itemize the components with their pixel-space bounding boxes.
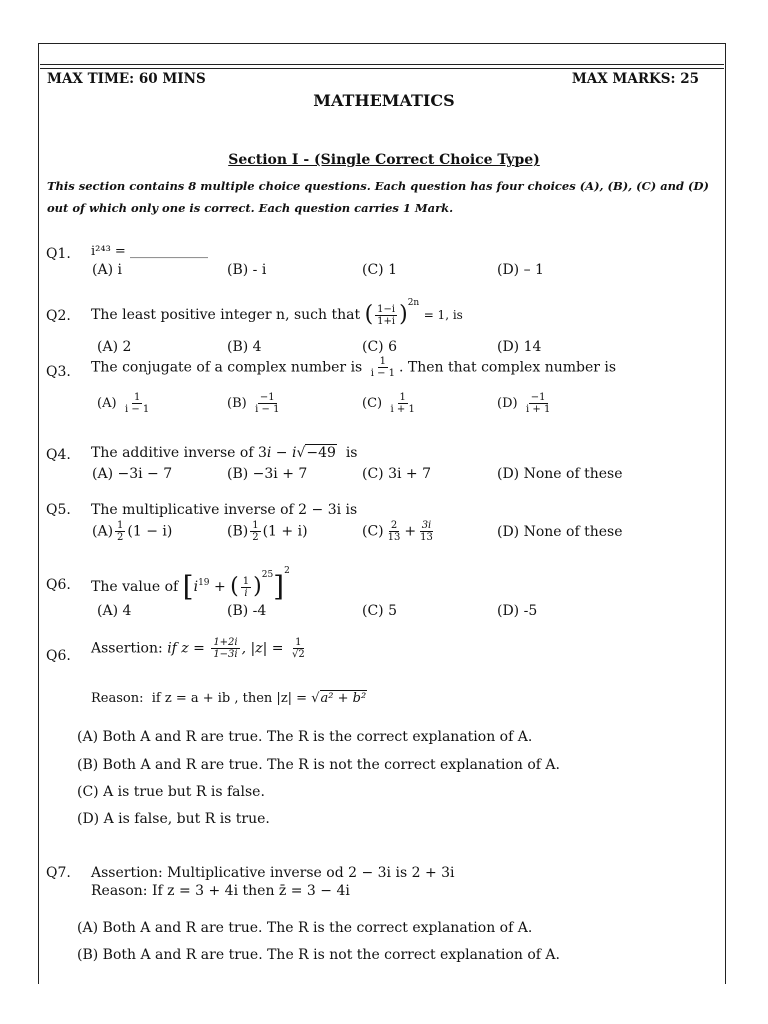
header-rule bbox=[40, 64, 724, 65]
option-a bbox=[97, 392, 153, 415]
question-stem: i²⁴³ = ____________ bbox=[91, 244, 208, 259]
choice-a: (A) Both A and R are true. The R is the correct explanation of A. bbox=[77, 920, 533, 936]
numerator: 1 bbox=[117, 520, 124, 531]
choice-c: (C) A is true but R is false. bbox=[77, 784, 265, 800]
option-label: (D) bbox=[497, 524, 520, 540]
header-rule bbox=[40, 68, 724, 69]
exponent: 25 bbox=[261, 570, 274, 580]
max-time: MAX TIME: 60 MINS bbox=[47, 71, 206, 87]
numerator: −1 bbox=[259, 392, 275, 403]
section-instructions: This section contains 8 multiple choice questions. Each question has four choices (A), (B), (C) and (D) out of which only one is correct. Each question carries 1 Mark. bbox=[47, 179, 709, 215]
denominator: 13 bbox=[387, 532, 401, 543]
numerator: 2 bbox=[390, 520, 398, 531]
option-b: (B) -4 bbox=[227, 603, 267, 619]
fraction bbox=[241, 576, 251, 599]
option-c: (C) 1 bbox=[362, 262, 397, 278]
exponent: 2n bbox=[407, 298, 420, 308]
term: i bbox=[193, 579, 199, 595]
denominator: i bbox=[244, 587, 248, 599]
numerator: −1 bbox=[530, 392, 546, 403]
option-b bbox=[227, 520, 308, 543]
numerator: 1 bbox=[399, 392, 406, 403]
option-expression: (1 − i) bbox=[127, 523, 173, 540]
denominator: 1−3i bbox=[213, 649, 238, 660]
reason: Reason: If z = 3 + 4i then z̄ = 3 − 4i bbox=[91, 883, 350, 899]
option-label: (D) bbox=[497, 396, 518, 411]
assertion-math: , |z| = bbox=[241, 640, 284, 657]
option-text: None of these bbox=[523, 524, 623, 540]
fraction bbox=[211, 637, 239, 660]
question-stem: The additive inverse of 3i − i√−49 is bbox=[91, 445, 358, 461]
fraction bbox=[524, 392, 552, 415]
option-label: (A) bbox=[92, 523, 114, 540]
option-d: (D) – 1 bbox=[497, 262, 544, 278]
fraction bbox=[253, 392, 281, 415]
fraction bbox=[290, 637, 307, 660]
page-title: MATHEMATICS bbox=[313, 91, 455, 110]
option-d: (D) None of these bbox=[497, 466, 623, 482]
bracket: ( bbox=[364, 302, 374, 327]
choice-b: (B) Both A and R are true. The R is not the correct explanation of A. bbox=[77, 947, 560, 963]
stem-suffix: = 1, is bbox=[423, 308, 463, 322]
option-expression: (1 + i) bbox=[262, 523, 308, 540]
numerator: 3i bbox=[421, 520, 432, 531]
question-number: Q5. bbox=[46, 502, 71, 518]
bracket: ) bbox=[253, 574, 262, 599]
option-b bbox=[227, 392, 283, 415]
numerator: 1 bbox=[379, 356, 387, 367]
fraction bbox=[389, 392, 417, 415]
reason: Reason: if z = a + ib , then |z| = √a² + b² bbox=[91, 691, 367, 706]
max-marks: MAX MARKS: 25 bbox=[571, 71, 699, 87]
option-b: (B) - i bbox=[227, 262, 267, 278]
option-a: (A) −3i − 7 bbox=[92, 466, 173, 482]
reason-text: if z = a + ib , then |z| = bbox=[151, 691, 308, 706]
denominator: 1+i bbox=[377, 315, 396, 327]
option-a: (A) 4 bbox=[97, 603, 132, 619]
exponent: 19 bbox=[198, 578, 210, 588]
fraction bbox=[123, 392, 151, 415]
option-d bbox=[497, 524, 623, 540]
question-stem bbox=[91, 356, 616, 379]
stem-prefix: The value of bbox=[91, 579, 179, 595]
radicand: −49 bbox=[306, 445, 336, 461]
assertion bbox=[91, 637, 309, 660]
question-stem bbox=[91, 298, 463, 327]
option-c: (C) 6 bbox=[362, 339, 397, 355]
question-number: Q1. bbox=[46, 246, 71, 262]
denominator: 2 bbox=[117, 532, 124, 543]
question-stem: The multiplicative inverse of 2 − 3i is bbox=[91, 502, 358, 518]
option-label: (B) bbox=[227, 396, 247, 411]
reason-label: Reason: bbox=[91, 691, 144, 706]
fraction bbox=[386, 520, 403, 543]
option-label: (B) bbox=[227, 523, 249, 540]
option-c: (C) 3i + 7 bbox=[362, 466, 432, 482]
option-a: (A) 2 bbox=[97, 339, 132, 355]
stem-math: i − i bbox=[266, 445, 297, 461]
option-b: (B) 4 bbox=[227, 339, 262, 355]
question-number: Q6. bbox=[46, 648, 71, 664]
fraction bbox=[369, 356, 397, 379]
section-title: Section I - (Single Correct Choice Type) bbox=[228, 152, 540, 168]
fraction bbox=[115, 520, 125, 543]
numerator: 1−i bbox=[377, 303, 396, 315]
option-label: (A) bbox=[97, 396, 117, 411]
option-a: (A) i bbox=[92, 262, 122, 278]
numerator: 1 bbox=[242, 575, 250, 587]
denominator: √2 bbox=[291, 649, 305, 660]
denominator: 2 bbox=[252, 532, 259, 543]
numerator: 1 bbox=[295, 637, 302, 648]
question-number: Q4. bbox=[46, 447, 71, 463]
option-label: (C) bbox=[362, 396, 383, 411]
question-number: Q7. bbox=[46, 865, 71, 881]
option-d: (D) -5 bbox=[497, 603, 538, 619]
denominator: i − 1 bbox=[370, 368, 395, 379]
denominator: i − 1 bbox=[125, 404, 150, 415]
bracket: [ bbox=[182, 570, 194, 603]
numerator: 1 bbox=[133, 392, 141, 403]
denominator: i + 1 bbox=[526, 404, 551, 415]
fraction bbox=[375, 304, 397, 327]
option-b: (B) −3i + 7 bbox=[227, 466, 308, 482]
stem-prefix: The additive inverse of 3 bbox=[91, 445, 267, 461]
denominator: i − 1 bbox=[255, 404, 280, 415]
stem-suffix: . Then that complex number is bbox=[399, 359, 617, 376]
stem-suffix: is bbox=[345, 445, 358, 461]
question-number: Q6. bbox=[46, 577, 71, 593]
stem-prefix: The least positive integer n, such that bbox=[91, 307, 361, 323]
fraction bbox=[418, 520, 435, 543]
bracket: ) bbox=[399, 302, 408, 327]
option-d bbox=[497, 392, 554, 415]
numerator: 1+2i bbox=[213, 637, 238, 648]
assertion: Assertion: Multiplicative inverse od 2 − 3i is 2 + 3i bbox=[91, 865, 455, 881]
question-number: Q2. bbox=[46, 308, 71, 324]
option-a bbox=[92, 520, 172, 543]
question-number: Q3. bbox=[46, 364, 71, 380]
stem-prefix: The conjugate of a complex number is bbox=[91, 359, 363, 376]
operator: + bbox=[404, 523, 417, 540]
bracket: ] bbox=[273, 570, 285, 603]
fraction bbox=[250, 520, 260, 543]
radicand: a² + b² bbox=[320, 691, 367, 706]
choice-d: (D) A is false, but R is true. bbox=[77, 811, 270, 827]
choice-a: (A) Both A and R are true. The R is the correct explanation of A. bbox=[77, 729, 533, 745]
question-stem: The value of [$i^{19}$ + ( $\frac{1}{i}$ )$^{25}$]$^2$ bbox=[91, 566, 290, 603]
assertion-math: if z = bbox=[167, 640, 205, 657]
option-c bbox=[362, 392, 419, 415]
option-label: (C) bbox=[362, 523, 384, 540]
bracket: ( bbox=[230, 574, 239, 599]
option-c: (C) 5 bbox=[362, 603, 397, 619]
numerator: 1 bbox=[252, 520, 259, 531]
assertion-label: Assertion: bbox=[91, 640, 163, 657]
choice-b: (B) Both A and R are true. The R is not the correct explanation of A. bbox=[77, 757, 560, 773]
denominator: 13 bbox=[420, 532, 433, 543]
option-d: (D) 14 bbox=[497, 339, 542, 355]
exponent: 2 bbox=[284, 566, 290, 576]
denominator: i + 1 bbox=[390, 404, 415, 415]
option-c bbox=[362, 520, 437, 543]
